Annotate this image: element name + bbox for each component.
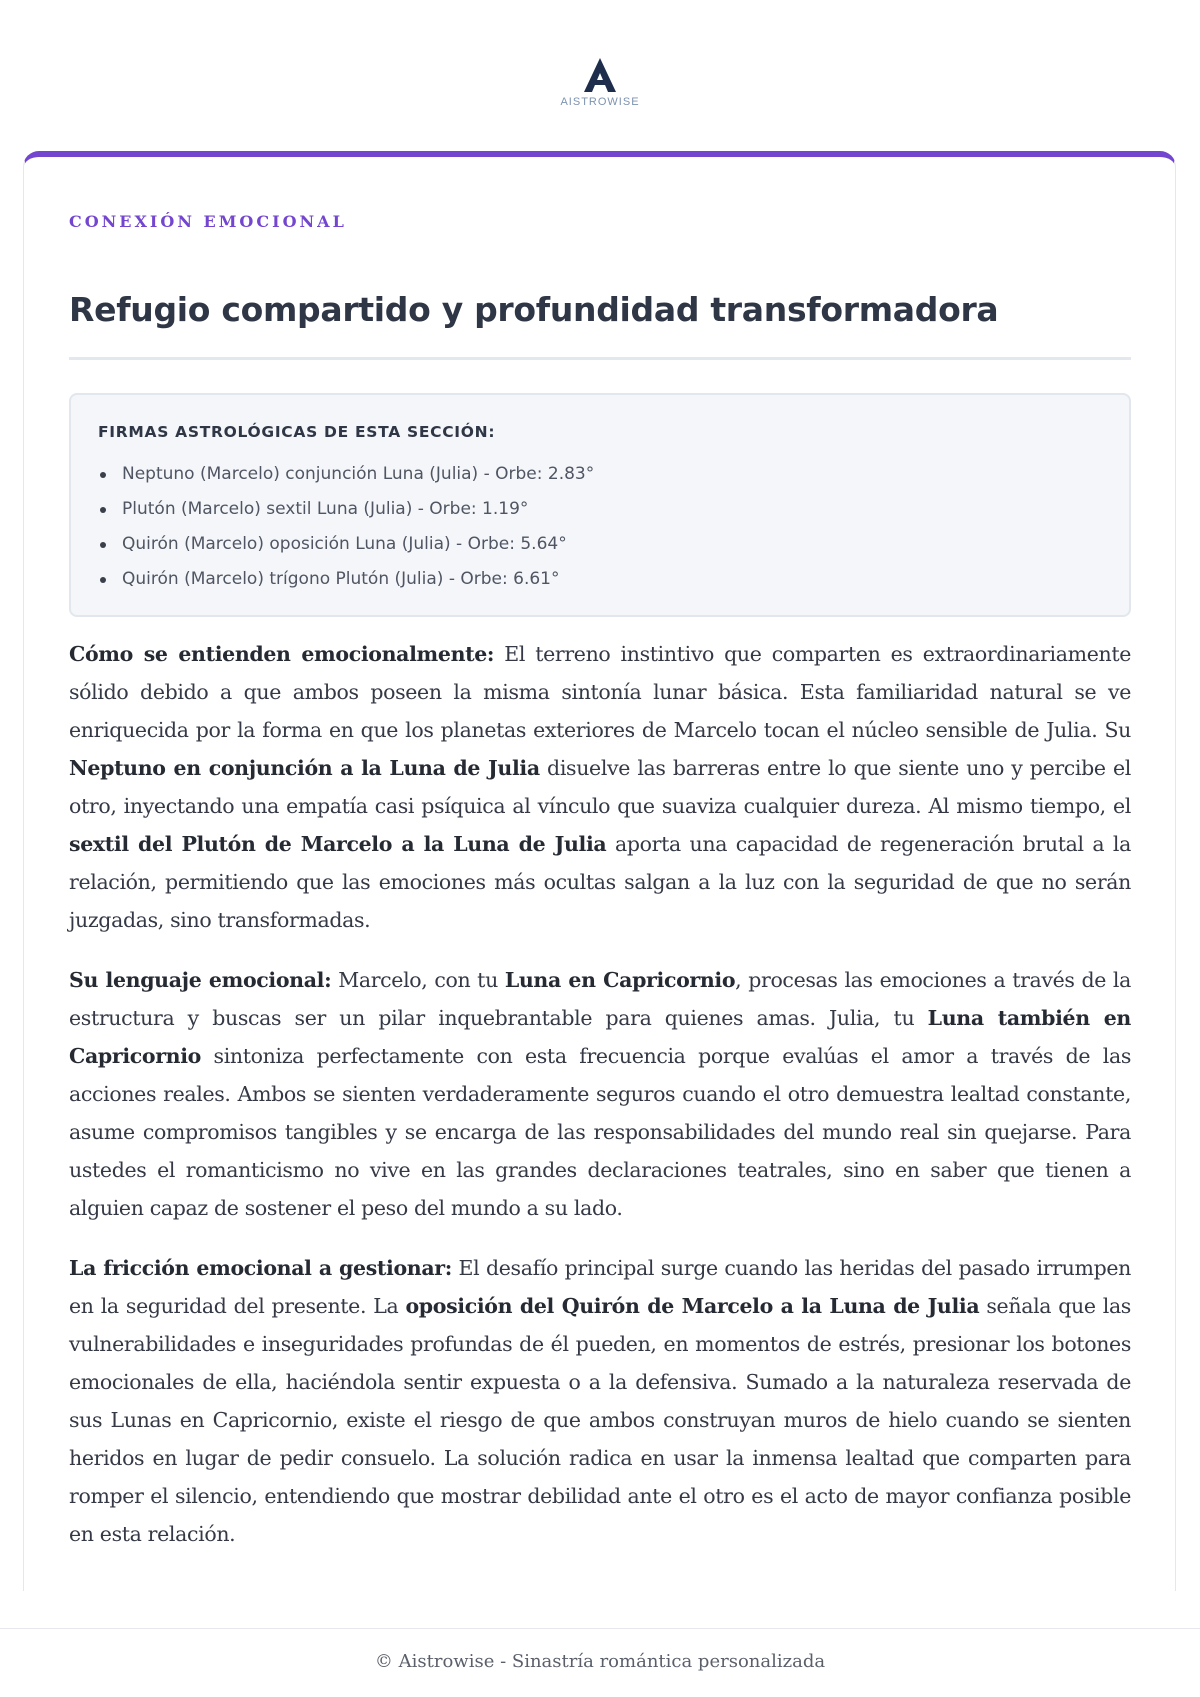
bold-phrase: sextil del Plutón de Marcelo a la Luna de Julia (69, 832, 607, 856)
bold-phrase: Luna también en Capricornio (69, 1006, 1131, 1068)
body-text (69, 635, 1131, 1575)
brand-name: AISTROWISE (560, 96, 640, 108)
title-divider (69, 357, 1131, 360)
bold-phrase: Cómo se entienden emocionalmente: (69, 642, 495, 666)
brand-logo (500, 56, 700, 108)
paragraph (69, 961, 1131, 1227)
bold-phrase: La fricción emocional a gestionar: (69, 1256, 452, 1280)
signatures-box (69, 393, 1131, 617)
signatures-list (98, 457, 594, 597)
page-header (0, 0, 1200, 150)
content-card (23, 151, 1176, 1591)
text-run: El terreno instintivo que comparten es extraordinariamente sólido debido a que ambos poseen la misma sintonía lunar básica. Esta familiaridad natural se ve enriquecida por la forma en que los planetas exteriores de Marcelo tocan el núcleo sensible de Julia. Su (69, 642, 1131, 742)
page-title: Refugio compartido y profundidad transformadora (69, 290, 999, 329)
page-footer (0, 1628, 1200, 1697)
text-run: sintoniza perfectamente con esta frecuencia porque evalúas el amor a través de las acciones reales. Ambos se sienten verdaderamente seguros cuando el otro demuestra lealtad constante, asume compromisos tangibles y se encarga de las responsabilidades del mundo real sin quejarse. Para ustedes el romanticismo no vive en las grandes declaraciones teatrales, sino en saber que tienen a alguien capaz de sostener el peso del mundo a su lado. (69, 1044, 1131, 1220)
signature-item: Quirón (Marcelo) oposición Luna (Julia) - Orbe: 5.64° (98, 527, 594, 562)
footer-text: © Aistrowise - Sinastría romántica personalizada (374, 1651, 826, 1672)
signatures-heading: FIRMAS ASTROLÓGICAS DE ESTA SECCIÓN: (98, 423, 496, 441)
bold-phrase: oposición del Quirón de Marcelo a la Luna de Julia (405, 1294, 980, 1318)
text-run: Marcelo, con tu (331, 968, 505, 992)
paragraph (69, 1249, 1131, 1553)
bold-phrase: Luna en Capricornio (504, 968, 736, 992)
signature-item: Neptuno (Marcelo) conjunción Luna (Julia) - Orbe: 2.83° (98, 457, 594, 492)
section-label: CONEXIÓN EMOCIONAL (69, 212, 347, 231)
bold-phrase: Su lenguaje emocional: (69, 968, 332, 992)
text-run: , procesas las emociones a través de la estructura y buscas ser un pilar inquebrantable para quienes amas. Julia, tu (69, 968, 1131, 1030)
signature-item: Plutón (Marcelo) sextil Luna (Julia) - Orbe: 1.19° (98, 492, 594, 527)
paragraph (69, 635, 1131, 939)
aistrowise-logo-icon (580, 56, 620, 94)
bold-phrase: Neptuno en conjunción a la Luna de Julia (69, 756, 540, 780)
text-run: disuelve las barreras entre lo que siente uno y percibe el otro, inyectando una empatía casi psíquica al vínculo que suaviza cualquier dureza. Al mismo tiempo, el (69, 756, 1131, 818)
text-run: aporta una capacidad de regeneración brutal a la relación, permitiendo que las emociones más ocultas salgan a la luz con la seguridad de que no serán juzgadas, sino transformadas. (69, 832, 1131, 932)
signature-item: Quirón (Marcelo) trígono Plutón (Julia) - Orbe: 6.61° (98, 562, 594, 597)
text-run: señala que las vulnerabilidades e inseguridades profundas de él pueden, en momentos de estrés, presionar los botones emocionales de ella, haciéndola sentir expuesta o a la defensiva. Sumado a la naturaleza reservada de sus Lunas en Capricornio, existe el riesgo de que ambos construyan muros de hielo cuando se sienten heridos en lugar de pedir consuelo. La solución radica en usar la inmensa lealtad que comparten para romper el silencio, entendiendo que mostrar debilidad ante el otro es el acto de mayor confianza posible en esta relación. (69, 1294, 1131, 1546)
text-run: El desafío principal surge cuando las heridas del pasado irrumpen en la seguridad del presente. La (69, 1256, 1131, 1318)
